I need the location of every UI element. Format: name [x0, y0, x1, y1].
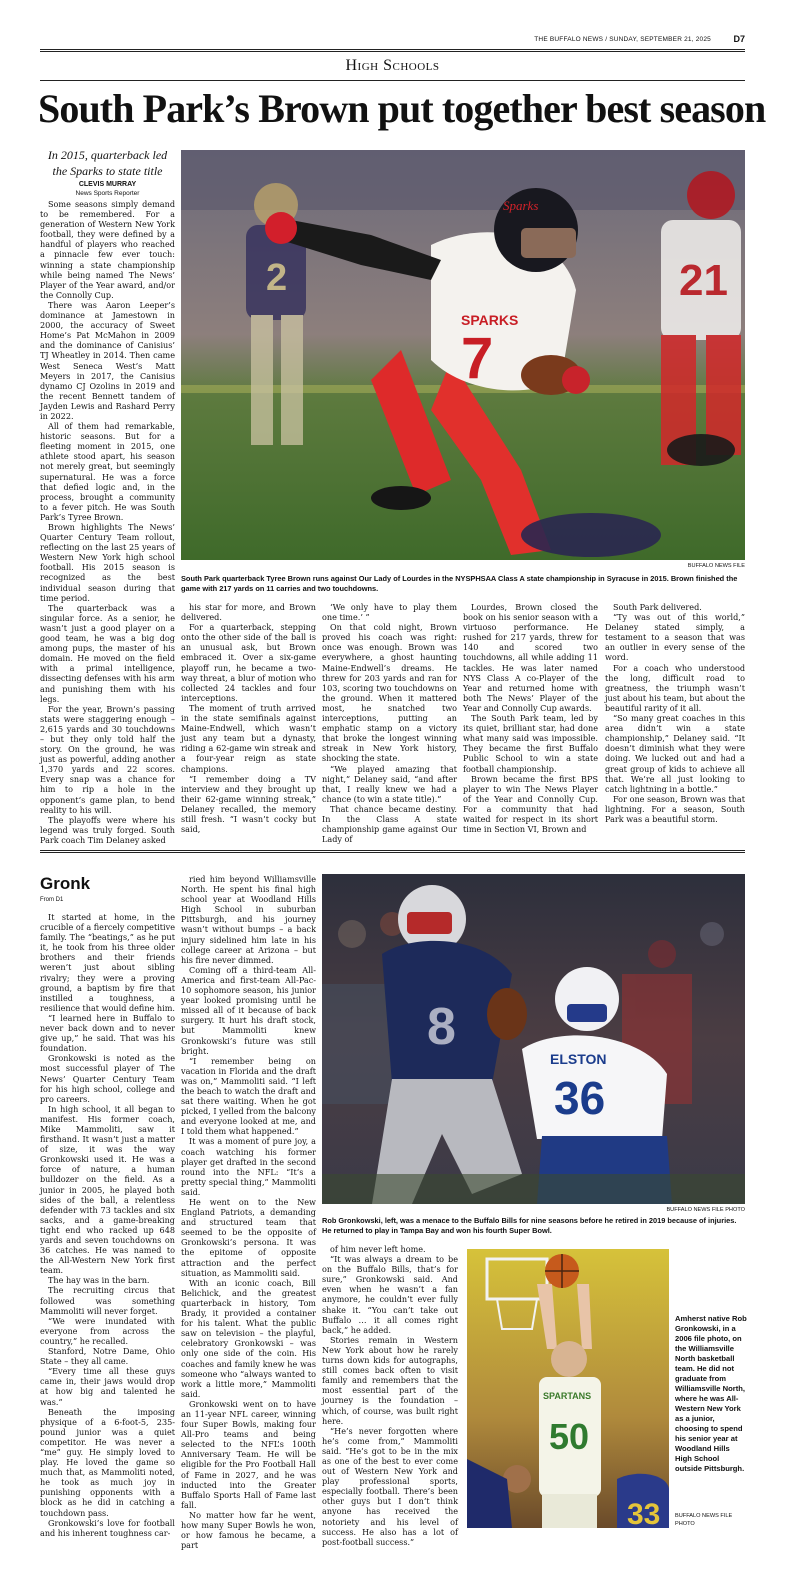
deck: In 2015, quarterback led the Sparks to state title: [47, 148, 168, 178]
story1-column-1: [40, 199, 175, 845]
paragraph: Gronkowski’s love for football and his inherent toughness car-: [40, 1517, 175, 1538]
svg-text:50: 50: [549, 1416, 590, 1457]
paragraph: “I remember doing a TV interview and they brought up their 62-game winning streak,” Delaney recalled, the memory still fresh. “I wasn’t cocky but said,: [181, 773, 316, 835]
headline: South Park’s Brown put together best season: [38, 86, 766, 131]
paragraph: The quarterback was a singular force. As a senior, he wasn’t just a good player on a good team, he was a big dog among pups, the master of his domain. He moved on the field with a primal intelligence, dissecting defenses with his arm and punishing them with his legs.: [40, 602, 175, 704]
photo-gronkowski-basketball-image: [467, 1249, 669, 1531]
svg-text:SPARKS: SPARKS: [461, 312, 519, 328]
byline-name: CLEVIS MURRAY: [78, 181, 137, 188]
story2-jump-line: From D1: [40, 897, 64, 903]
paragraph: “He’s never forgotten where he’s come from,” Mammoliti said. “He’s got to be in the mix as one of the best to ever come out of Western New York and play professional sports, especially football. There’s been other guys but I don’t think anyone has received the notoriety and his level of success. He also has a lot of post-football success.”: [322, 1425, 458, 1547]
paragraph: his star for more, and Brown delivered.: [181, 602, 316, 623]
story2-column-2: [181, 874, 316, 1551]
paragraph: Lourdes, Brown closed the book on his senior season with a virtuoso performance. He rushed for 217 yards, threw for 140 and scored two touchdowns, all while adding 11 tackles. He was later named NYS Class A co-Player of the Year and returned home with both The News’ Player of the Year and Connolly Cup awards.: [463, 602, 598, 713]
paragraph: Brown highlights The News’ Quarter Century Team rollout, reflecting on the last 25 years of Western New York high school football. His 2015 season is recognized as the best individual season during that time period.: [40, 522, 175, 603]
paragraph: Stanford, Notre Dame, Ohio State – they all came.: [40, 1346, 175, 1367]
photo-tyree-brown-caption: South Park quarterback Tyree Brown runs against Our Lady of Lourdes in the NYSPHSAA Class A state championship in Syracuse in 2015. Brown finished the game with 217 yards on 11 carries and two touchdowns.: [181, 574, 738, 593]
photo-tyree-brown-credit: BUFFALO NEWS FILE: [687, 563, 745, 569]
svg-text:36: 36: [554, 1072, 606, 1124]
paper-date-line: THE BUFFALO NEWS / SUNDAY, SEPTEMBER 21, 2025: [534, 36, 711, 43]
page-number: D7: [733, 34, 745, 44]
svg-text:33: 33: [627, 1498, 661, 1531]
story2-column-1: [40, 912, 175, 1538]
paragraph: The hay was in the barn.: [48, 1275, 150, 1286]
photo-gronkowski-bills-caption: Rob Gronkowski, left, was a menace to the Buffalo Bills for nine seasons before he retired in 2019 because of injuries. He returned to play in Tampa Bay and won his fourth Super Bowl.: [322, 1216, 737, 1235]
paragraph: It was a moment of pure joy, a coach watching his former player get drafted in the second round into the NFL: “It’s a pretty special thing,” Mammoliti said.: [181, 1136, 316, 1197]
story2-kicker: Gronk: [40, 874, 91, 893]
paragraph: Brown became the first BPS player to win The News Player of the Year and Connolly Cup. For a community that had waited for respect in its short time in Section VI, Brown and: [463, 773, 598, 835]
paragraph: “I learned here in Buffalo to never back down and to never give up,” he said. That was his foundation.: [40, 1012, 175, 1054]
photo-gronkowski-bills: [322, 874, 745, 1204]
svg-text:8: 8: [427, 998, 456, 1056]
paragraph: Coming off a third-team All-America and first-team All-Pac-10 sophomore season, his junior year looked promising until he missed all of it because of back surgery. It hurt his draft stock, but Mammoliti knew Gronkowski’s future was still bright.: [181, 964, 316, 1056]
photo-gronkowski-basketball-caption: Amherst native Rob Gronkowski, in a 2006 file photo, on the Williamsville North basketball team. He did not graduate from Williamsville North, where he was All-Western New York as a junior, choosing to spend his senior year at Woodland Hills High School outside Pittsburgh.: [675, 1314, 747, 1473]
section-title: High Schools: [345, 57, 440, 74]
paragraph: Gronkowski went on to have an 11-year NFL career, winning four Super Bowls, making four All-Pro teams and being selected to the NFL’s 100th Anniversary Team. He will be eligible for the Pro Football Hall of Fame in 2027, and he was inducted into the Greater Buffalo Sports Hall of Fame last fall.: [181, 1398, 316, 1510]
page-header: [40, 30, 745, 52]
paragraph: All of them had remarkable, historic seasons. But for a fleeting moment in 2015, one athlete stood apart, his season not merely great, but seemingly supernatural. He was a force that defied logic and, in the process, brought a community to a fever pitch. He was South Park’s Tyree Brown.: [40, 421, 175, 522]
story1-column-3: [322, 602, 457, 845]
photo-tyree-brown-image: [181, 150, 745, 560]
paragraph: The South Park team, led by its quiet, brilliant star, had done what many said was impossible. They became the first Buffalo Public School to win a state football championship.: [463, 713, 598, 774]
paragraph: No matter how far he went, how many Super Bowls he won, or how famous he became, a part: [181, 1509, 316, 1551]
photo-gronkowski-bills-image: [322, 874, 745, 1204]
paragraph: For one season, Brown was that lightning. For a season, South Park was a beautiful storm.: [605, 793, 745, 824]
paragraph: “It was always a dream to be on the Buffalo Bills, that’s for sure,” Gronkowski said. And even when he wasn’t a fan anymore, he couldn’t ever fully shake it. “You can’t take out Buffalo … it all comes right back,” he added.: [322, 1254, 458, 1335]
paragraph: “I remember being on vacation in Florida and the draft was on,” Mammoliti said. “I left the beach to watch the draft and sat there waiting. When he got picked, I yelled from the balcony and everyone looked at me, and I told them what happened.”: [181, 1055, 316, 1137]
svg-text:7: 7: [461, 326, 494, 391]
story1-column-5: [605, 602, 745, 840]
paragraph: South Park delivered.: [613, 602, 702, 612]
photo-gronkowski-bills-credit: BUFFALO NEWS FILE PHOTO: [666, 1207, 745, 1213]
paragraph: It started at home, in the crucible of a fiercely competitive family. The “beatings,” as he put it, he took from his three older brothers and their friends weren’t just about sibling rivalry; they were a proving ground, a baptism by fire that instilled a toughness, a resilience that would define him.: [40, 912, 175, 1013]
paragraph: Beneath the imposing physique of a 6-foot-5, 235-pound junior was a quiet competitor. He was never a “me” guy. He simply loved to play. He loved the game so much that, as Mammoliti noted, he took as much joy in punishing opponents with a block as he did in catching a touchdown pass.: [40, 1406, 175, 1518]
paragraph: Stories remain in Western New York about how he rarely turns down kids for autographs, still comes back often to visit family and remembers that the most essential part of the journey is the foundation – which, of course, was built right here.: [322, 1334, 458, 1426]
paragraph: For a quarterback, stepping onto the other side of the ball is an unusual ask, but Brown embraced it. Over a six-game playoff run, he became a two-way threat, a blur of motion who collected 24 tackles and four interceptions.: [181, 622, 316, 703]
paragraph: “So many great coaches in this area didn’t win a state championship,” Delaney said. “It doesn’t diminish what they were doing. We lucked out and had a great group of kids to achieve all that. We’re all just looking to catch lightning in a bottle.”: [605, 713, 745, 794]
paragraph: For a coach who understood the long, difficult road to greatness, the triumph wasn’t just about his team, but about the beautiful rarity of it all.: [605, 662, 745, 713]
paragraph: of him never left home.: [330, 1244, 426, 1254]
section-rule: [40, 80, 745, 81]
paragraph: For the year, Brown’s passing stats were staggering enough – 2,615 yards and 30 touchdowns – but they only told half the story. On the ground, he was just as powerful, adding another 1,370 yards and 22 scores. Every snap was a chance for him to rip a hole in the opponent’s game plan, to bend reality to his will.: [40, 703, 175, 815]
svg-text:Sparks: Sparks: [503, 198, 539, 213]
paragraph: The recruiting circus that followed was something Mammoliti will never forget.: [40, 1285, 175, 1316]
photo-gronkowski-basketball-credit: BUFFALO NEWS FILE PHOTO: [675, 1513, 733, 1527]
svg-text:ELSTON: ELSTON: [550, 1051, 607, 1067]
photo-gronkowski-basketball: [467, 1249, 669, 1531]
story1-column-4: [463, 602, 598, 840]
paragraph: With an iconic coach, Bill Belichick, and the greatest quarterback in history, Tom Brady, it provided a container for his talent. What the public saw on television – the playful, celebratory Gronkowski – was only one side of the coin. His coaches and family knew he was someone who “always wanted to work a little more,” Mammoliti said.: [181, 1277, 316, 1399]
paragraph: Some seasons simply demand to be remembered. For a generation of Western New York football, they were defined by a handful of players who reached a pinnacle few ever touch: winning a state championship while being named The News’ Player of the Year award, and/or the Connolly Cup.: [40, 199, 175, 300]
paragraph: ried him beyond Williamsville North. He spent his final high school year at Woodland Hills High School in suburban Pittsburgh, and his journey wasn’t without bumps – a back injury sidelined him late in his college career at Arizona – but his fire never dimmed.: [181, 874, 316, 965]
story1-column-2: [181, 602, 316, 840]
story2-column-3: [322, 1244, 458, 1547]
photo-tyree-brown: [181, 150, 745, 560]
paragraph: “We were inundated with everyone from across the country,” he recalled.: [40, 1315, 175, 1346]
paragraph: “We played amazing that night,” Delaney said, “and after that, I really knew we had a chance (to win a state title).”: [322, 763, 457, 804]
paragraph: There was Aaron Leeper’s dominance at Jamestown in 2000, the accuracy of Sweet Home’s Pat McMahon in 2009 and the dominance of Canisius’ TJ Wheatley in 2014. Then came West Seneca West’s Matt Meyers in 2017, the Canisius dynamo CJ Ozolins in 2019 and the recent Bennett tandem of Jayden Lewis and Rashard Perry in 2022.: [40, 299, 175, 421]
header-rule: [40, 49, 745, 52]
byline-role: News Sports Reporter: [75, 190, 140, 197]
paragraph: In high school, it all began to manifest. His former coach, Mike Mammoliti, saw it firsthand. It wasn’t just a matter of size, it was the way Gronkowski used it. He was a force of nature, a human bulldozer on the field. As a junior in 2005, he played both sides of the ball, a relentless defender with 73 tackles and six sacks, and a game-breaking tight end who racked up 648 yards and seven touchdowns on 36 catches. He was named to the All-Western New York first team.: [40, 1103, 175, 1276]
paragraph: On that cold night, Brown proved his coach was right: once was enough. Brown was everywhere, a ghost haunting Maine-Endwell’s dreams. He threw for 203 yards and ran for 103, scoring two touchdowns on the ground. When it mattered most, he snatched two interceptions, putting an emphatic stamp on a victory that broke the longest winning streak in New York history, shocking the state.: [322, 622, 457, 764]
paragraph: The moment of truth arrived in the state semifinals against Maine-Endwell, which wasn’t just any team but a dynasty, riding a 62-game win streak and a four-year reign as state champions.: [181, 702, 316, 774]
paragraph: He went on to the New England Patriots, a demanding and structured team that seemed to be the opposite of Gronkowski’s persona. It was the epitome of opposite attraction and the perfect situation, as Mammoliti said.: [181, 1197, 316, 1278]
paragraph: “Ty was out of this world,” Delaney stated simply, a testament to a season that was an outlier in every sense of the word.: [605, 612, 745, 663]
paragraph: “Every time all these guys came in, their jaws would drop at how big and talented he was.”: [40, 1366, 175, 1407]
paragraph: That chance became destiny. In the Class A state championship game against Our Lady of: [322, 803, 457, 845]
paragraph: ‘We only have to play them one time.’ ”: [322, 602, 457, 623]
story-divider: [40, 850, 745, 853]
svg-text:SPARTANS: SPARTANS: [543, 1391, 592, 1401]
paragraph: The playoffs were where his legend was truly forged. South Park coach Tim Delaney asked: [40, 814, 175, 845]
byline: [40, 180, 175, 198]
paragraph: Gronkowski is noted as the most successful player of The News’ Quarter Century Team for his high school, college and pro careers.: [40, 1053, 175, 1104]
svg-text:2: 2: [266, 257, 288, 299]
svg-text:21: 21: [679, 256, 728, 305]
